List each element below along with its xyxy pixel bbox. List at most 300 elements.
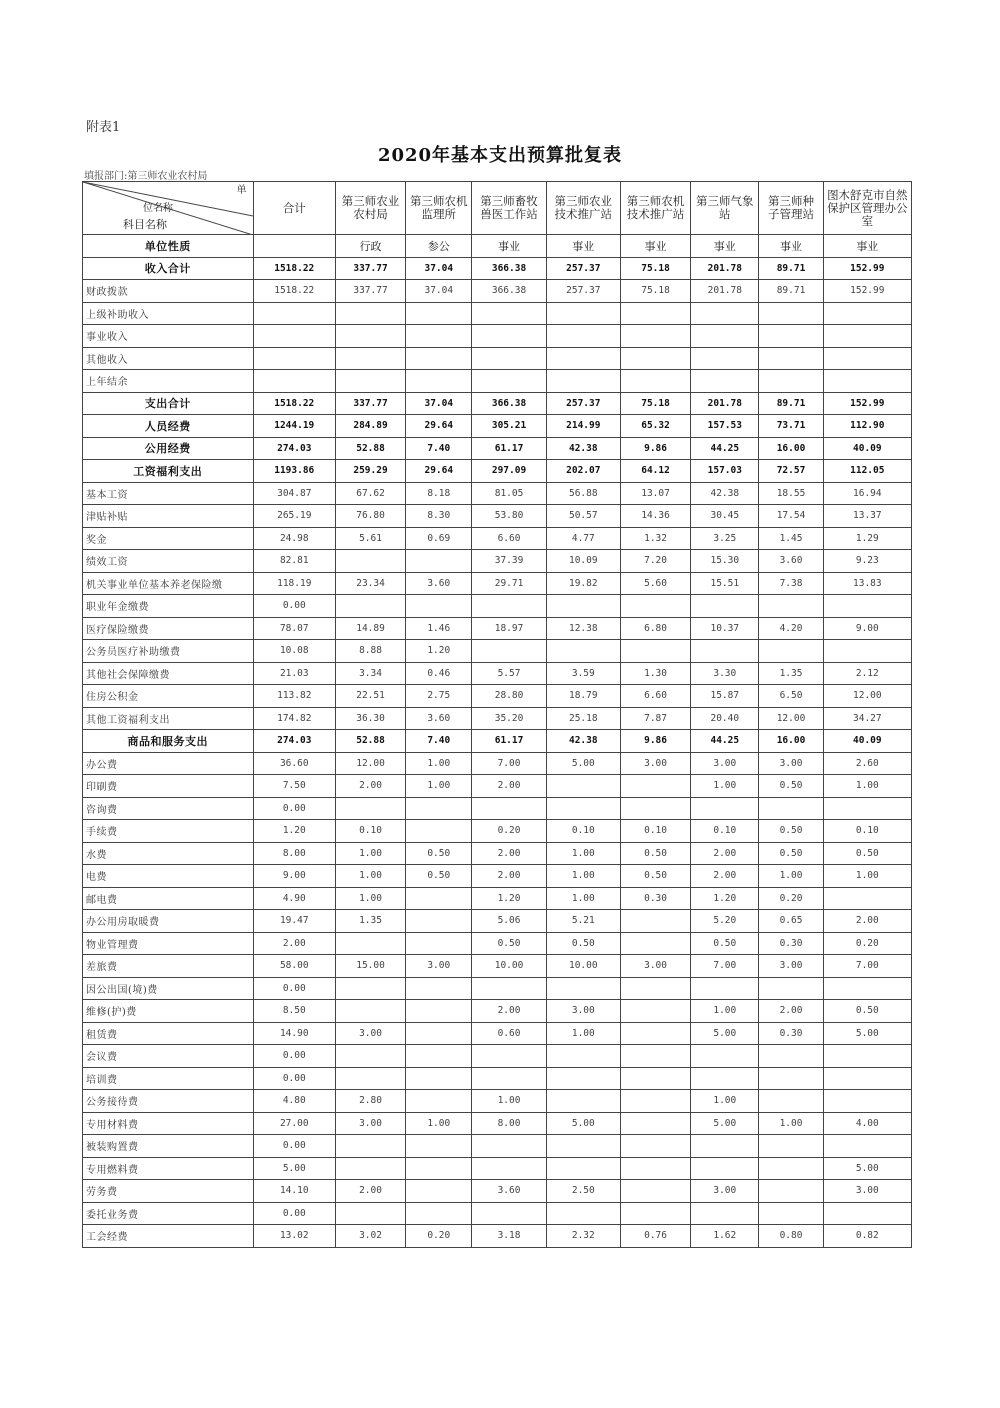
value-cell bbox=[335, 325, 405, 348]
table-row bbox=[83, 460, 912, 483]
value-cell bbox=[406, 1157, 472, 1180]
value-cell bbox=[691, 1135, 759, 1158]
column-header: 图木舒克市自然保护区管理办公室 bbox=[823, 182, 911, 235]
value-cell bbox=[335, 1135, 405, 1158]
value-cell bbox=[759, 797, 823, 820]
value-cell: 3.00 bbox=[691, 752, 759, 775]
value-cell: 75.18 bbox=[620, 257, 690, 280]
value-cell: 3.00 bbox=[620, 752, 690, 775]
value-cell bbox=[759, 1202, 823, 1225]
value-cell bbox=[472, 1045, 546, 1068]
row-label: 办公用房取暖费 bbox=[83, 910, 254, 933]
value-cell: 4.77 bbox=[546, 527, 620, 550]
value-cell: 2.00 bbox=[691, 865, 759, 888]
value-cell: 8.88 bbox=[335, 640, 405, 663]
value-cell: 65.32 bbox=[620, 415, 690, 438]
value-cell: 7.40 bbox=[406, 437, 472, 460]
table-row bbox=[83, 437, 912, 460]
corner-label-top: 单 bbox=[236, 185, 247, 196]
value-cell: 2.00 bbox=[335, 1180, 405, 1203]
value-cell: 201.78 bbox=[691, 392, 759, 415]
value-cell: 3.18 bbox=[472, 1225, 546, 1248]
value-cell bbox=[253, 370, 335, 393]
value-cell: 1.20 bbox=[472, 887, 546, 910]
corner-label-bottom: 科目名称 bbox=[123, 218, 167, 231]
value-cell: 1.00 bbox=[406, 1112, 472, 1135]
value-cell bbox=[406, 1202, 472, 1225]
value-cell bbox=[620, 1112, 690, 1135]
value-cell: 5.61 bbox=[335, 527, 405, 550]
row-label: 收入合计 bbox=[83, 257, 254, 280]
value-cell: 44.25 bbox=[691, 437, 759, 460]
table-row bbox=[83, 1067, 912, 1090]
value-cell: 0.82 bbox=[823, 1225, 911, 1248]
value-cell: 3.00 bbox=[335, 1112, 405, 1135]
value-cell: 72.57 bbox=[759, 460, 823, 483]
value-cell bbox=[472, 1135, 546, 1158]
value-cell: 5.06 bbox=[472, 910, 546, 933]
value-cell: 36.60 bbox=[253, 752, 335, 775]
value-cell: 44.25 bbox=[691, 730, 759, 753]
value-cell: 0.20 bbox=[823, 932, 911, 955]
value-cell bbox=[823, 370, 911, 393]
value-cell: 2.60 bbox=[823, 752, 911, 775]
value-cell bbox=[406, 325, 472, 348]
value-cell bbox=[335, 977, 405, 1000]
value-cell bbox=[823, 977, 911, 1000]
table-row bbox=[83, 640, 912, 663]
value-cell bbox=[472, 1202, 546, 1225]
value-cell bbox=[406, 820, 472, 843]
value-cell bbox=[472, 797, 546, 820]
value-cell: 157.03 bbox=[691, 460, 759, 483]
value-cell: 0.65 bbox=[759, 910, 823, 933]
value-cell: 0.50 bbox=[546, 932, 620, 955]
value-cell: 0.20 bbox=[406, 1225, 472, 1248]
value-cell: 0.00 bbox=[253, 1135, 335, 1158]
value-cell: 12.38 bbox=[546, 617, 620, 640]
value-cell bbox=[406, 550, 472, 573]
row-label: 电费 bbox=[83, 865, 254, 888]
value-cell: 2.00 bbox=[472, 842, 546, 865]
value-cell: 152.99 bbox=[823, 280, 911, 303]
value-cell: 8.30 bbox=[406, 505, 472, 528]
value-cell: 25.18 bbox=[546, 707, 620, 730]
value-cell: 0.50 bbox=[620, 865, 690, 888]
value-cell: 0.50 bbox=[759, 775, 823, 798]
table-row bbox=[83, 955, 912, 978]
value-cell: 1.00 bbox=[335, 842, 405, 865]
value-cell bbox=[406, 910, 472, 933]
value-cell: 7.00 bbox=[823, 955, 911, 978]
value-cell bbox=[691, 1067, 759, 1090]
value-cell: 12.00 bbox=[335, 752, 405, 775]
value-cell: 37.04 bbox=[406, 280, 472, 303]
value-cell: 1518.22 bbox=[253, 280, 335, 303]
value-cell: 257.37 bbox=[546, 257, 620, 280]
value-cell: 20.40 bbox=[691, 707, 759, 730]
value-cell: 1.00 bbox=[823, 775, 911, 798]
table-row bbox=[83, 1180, 912, 1203]
value-cell: 0.50 bbox=[406, 842, 472, 865]
value-cell: 0.20 bbox=[759, 887, 823, 910]
value-cell: 305.21 bbox=[472, 415, 546, 438]
value-cell: 8.00 bbox=[253, 842, 335, 865]
value-cell: 15.00 bbox=[335, 955, 405, 978]
row-label: 上年结余 bbox=[83, 370, 254, 393]
table-body bbox=[83, 235, 912, 1248]
value-cell bbox=[759, 347, 823, 370]
value-cell bbox=[546, 775, 620, 798]
row-label: 工资福利支出 bbox=[83, 460, 254, 483]
value-cell: 366.38 bbox=[472, 280, 546, 303]
value-cell bbox=[823, 1090, 911, 1113]
value-cell bbox=[759, 302, 823, 325]
value-cell bbox=[823, 347, 911, 370]
table-row bbox=[83, 572, 912, 595]
value-cell: 22.51 bbox=[335, 685, 405, 708]
row-label: 其他社会保障缴费 bbox=[83, 662, 254, 685]
value-cell: 29.64 bbox=[406, 415, 472, 438]
value-cell: 5.20 bbox=[691, 910, 759, 933]
value-cell: 337.77 bbox=[335, 392, 405, 415]
value-cell bbox=[620, 370, 690, 393]
table-row bbox=[83, 685, 912, 708]
value-cell: 9.86 bbox=[620, 730, 690, 753]
value-cell bbox=[620, 775, 690, 798]
value-cell bbox=[335, 302, 405, 325]
value-cell bbox=[472, 325, 546, 348]
row-label: 机关事业单位基本养老保险缴 bbox=[83, 572, 254, 595]
value-cell bbox=[691, 325, 759, 348]
table-row bbox=[83, 1090, 912, 1113]
value-cell bbox=[472, 1157, 546, 1180]
value-cell: 13.37 bbox=[823, 505, 911, 528]
value-cell: 337.77 bbox=[335, 257, 405, 280]
appendix-label: 附表1 bbox=[86, 120, 121, 135]
value-cell: 42.38 bbox=[546, 437, 620, 460]
value-cell bbox=[253, 325, 335, 348]
row-label: 津贴补贴 bbox=[83, 505, 254, 528]
value-cell: 7.20 bbox=[620, 550, 690, 573]
value-cell bbox=[823, 1135, 911, 1158]
row-label: 委托业务费 bbox=[83, 1202, 254, 1225]
value-cell: 12.00 bbox=[823, 685, 911, 708]
table-row bbox=[83, 482, 912, 505]
value-cell bbox=[335, 347, 405, 370]
row-label: 绩效工资 bbox=[83, 550, 254, 573]
value-cell: 0.30 bbox=[759, 1022, 823, 1045]
value-cell: 157.53 bbox=[691, 415, 759, 438]
value-cell bbox=[759, 1135, 823, 1158]
value-cell: 0.50 bbox=[620, 842, 690, 865]
value-cell: 3.60 bbox=[472, 1180, 546, 1203]
value-cell: 1.00 bbox=[472, 1090, 546, 1113]
value-cell: 9.86 bbox=[620, 437, 690, 460]
value-cell: 1.00 bbox=[759, 1112, 823, 1135]
row-label: 财政拨款 bbox=[83, 280, 254, 303]
value-cell: 13.83 bbox=[823, 572, 911, 595]
value-cell bbox=[823, 1067, 911, 1090]
nature-cell: 事业 bbox=[546, 235, 620, 258]
value-cell: 4.80 bbox=[253, 1090, 335, 1113]
value-cell: 27.00 bbox=[253, 1112, 335, 1135]
value-cell bbox=[546, 1045, 620, 1068]
value-cell bbox=[335, 1000, 405, 1023]
value-cell bbox=[620, 1202, 690, 1225]
value-cell bbox=[472, 595, 546, 618]
value-cell: 0.30 bbox=[759, 932, 823, 955]
value-cell: 0.10 bbox=[620, 820, 690, 843]
table-row bbox=[83, 1225, 912, 1248]
value-cell: 174.82 bbox=[253, 707, 335, 730]
row-label: 印刷费 bbox=[83, 775, 254, 798]
value-cell: 6.60 bbox=[472, 527, 546, 550]
table-row bbox=[83, 865, 912, 888]
value-cell: 2.00 bbox=[472, 865, 546, 888]
value-cell: 67.62 bbox=[335, 482, 405, 505]
value-cell bbox=[335, 797, 405, 820]
value-cell: 259.29 bbox=[335, 460, 405, 483]
value-cell bbox=[546, 1157, 620, 1180]
value-cell: 112.90 bbox=[823, 415, 911, 438]
value-cell bbox=[546, 325, 620, 348]
value-cell: 3.60 bbox=[759, 550, 823, 573]
value-cell: 0.50 bbox=[759, 842, 823, 865]
table-row bbox=[83, 370, 912, 393]
row-label: 公务接待费 bbox=[83, 1090, 254, 1113]
value-cell: 2.32 bbox=[546, 1225, 620, 1248]
value-cell: 82.81 bbox=[253, 550, 335, 573]
value-cell bbox=[620, 797, 690, 820]
value-cell bbox=[546, 1090, 620, 1113]
value-cell bbox=[546, 797, 620, 820]
nature-cell bbox=[253, 235, 335, 258]
value-cell bbox=[759, 1067, 823, 1090]
row-label: 基本工资 bbox=[83, 482, 254, 505]
value-cell: 8.18 bbox=[406, 482, 472, 505]
value-cell: 1.00 bbox=[546, 1022, 620, 1045]
value-cell bbox=[406, 595, 472, 618]
value-cell: 50.57 bbox=[546, 505, 620, 528]
table-row bbox=[83, 977, 912, 1000]
value-cell bbox=[691, 640, 759, 663]
value-cell: 0.10 bbox=[546, 820, 620, 843]
value-cell: 1.35 bbox=[759, 662, 823, 685]
value-cell: 15.87 bbox=[691, 685, 759, 708]
table-row bbox=[83, 347, 912, 370]
value-cell bbox=[759, 1090, 823, 1113]
value-cell bbox=[823, 640, 911, 663]
value-cell bbox=[335, 550, 405, 573]
value-cell: 4.20 bbox=[759, 617, 823, 640]
value-cell bbox=[472, 347, 546, 370]
value-cell: 3.00 bbox=[759, 955, 823, 978]
value-cell: 10.00 bbox=[472, 955, 546, 978]
value-cell: 30.45 bbox=[691, 505, 759, 528]
row-label: 维修(护)费 bbox=[83, 1000, 254, 1023]
value-cell bbox=[406, 1000, 472, 1023]
row-label: 职业年金缴费 bbox=[83, 595, 254, 618]
value-cell: 0.46 bbox=[406, 662, 472, 685]
value-cell: 0.80 bbox=[759, 1225, 823, 1248]
value-cell bbox=[620, 932, 690, 955]
value-cell: 2.00 bbox=[759, 1000, 823, 1023]
value-cell: 5.57 bbox=[472, 662, 546, 685]
value-cell bbox=[335, 370, 405, 393]
value-cell: 1.20 bbox=[406, 640, 472, 663]
value-cell bbox=[823, 595, 911, 618]
value-cell: 24.98 bbox=[253, 527, 335, 550]
value-cell bbox=[546, 370, 620, 393]
row-label: 上级补助收入 bbox=[83, 302, 254, 325]
value-cell: 152.99 bbox=[823, 257, 911, 280]
table-row bbox=[83, 505, 912, 528]
value-cell bbox=[546, 302, 620, 325]
value-cell: 3.00 bbox=[335, 1022, 405, 1045]
row-label: 医疗保险缴费 bbox=[83, 617, 254, 640]
value-cell: 1.00 bbox=[691, 1000, 759, 1023]
value-cell: 19.82 bbox=[546, 572, 620, 595]
column-header: 合计 bbox=[253, 182, 335, 235]
value-cell bbox=[546, 595, 620, 618]
value-cell: 366.38 bbox=[472, 257, 546, 280]
nature-cell: 事业 bbox=[620, 235, 690, 258]
row-label: 支出合计 bbox=[83, 392, 254, 415]
value-cell: 56.88 bbox=[546, 482, 620, 505]
row-label: 水费 bbox=[83, 842, 254, 865]
value-cell: 2.00 bbox=[335, 775, 405, 798]
value-cell: 4.00 bbox=[823, 1112, 911, 1135]
value-cell bbox=[823, 1202, 911, 1225]
value-cell bbox=[335, 1067, 405, 1090]
value-cell: 2.00 bbox=[472, 775, 546, 798]
value-cell bbox=[620, 977, 690, 1000]
value-cell: 2.00 bbox=[253, 932, 335, 955]
value-cell bbox=[620, 1022, 690, 1045]
table-row bbox=[83, 1045, 912, 1068]
value-cell: 201.78 bbox=[691, 257, 759, 280]
value-cell bbox=[406, 370, 472, 393]
value-cell bbox=[691, 797, 759, 820]
page-title: 2020年基本支出预算批复表 bbox=[377, 145, 623, 166]
value-cell: 202.07 bbox=[546, 460, 620, 483]
row-label: 专用燃料费 bbox=[83, 1157, 254, 1180]
value-cell: 0.10 bbox=[691, 820, 759, 843]
value-cell bbox=[823, 302, 911, 325]
value-cell: 3.60 bbox=[406, 572, 472, 595]
row-label: 专用材料费 bbox=[83, 1112, 254, 1135]
value-cell: 274.03 bbox=[253, 437, 335, 460]
column-header: 第三师农机监理所 bbox=[406, 182, 472, 235]
value-cell: 18.55 bbox=[759, 482, 823, 505]
value-cell: 5.00 bbox=[546, 752, 620, 775]
table-row bbox=[83, 887, 912, 910]
value-cell: 152.99 bbox=[823, 392, 911, 415]
value-cell: 1.20 bbox=[253, 820, 335, 843]
value-cell bbox=[620, 1157, 690, 1180]
value-cell: 14.36 bbox=[620, 505, 690, 528]
value-cell: 40.09 bbox=[823, 437, 911, 460]
value-cell: 0.00 bbox=[253, 1202, 335, 1225]
unit-nature-row bbox=[83, 235, 912, 258]
value-cell: 0.76 bbox=[620, 1225, 690, 1248]
value-cell: 21.03 bbox=[253, 662, 335, 685]
row-label: 奖金 bbox=[83, 527, 254, 550]
table-row bbox=[83, 730, 912, 753]
value-cell: 12.00 bbox=[759, 707, 823, 730]
value-cell: 265.19 bbox=[253, 505, 335, 528]
row-label: 事业收入 bbox=[83, 325, 254, 348]
value-cell: 2.80 bbox=[335, 1090, 405, 1113]
table-row bbox=[83, 280, 912, 303]
value-cell: 3.00 bbox=[406, 955, 472, 978]
value-cell: 6.80 bbox=[620, 617, 690, 640]
value-cell: 16.00 bbox=[759, 437, 823, 460]
value-cell: 2.75 bbox=[406, 685, 472, 708]
value-cell bbox=[691, 347, 759, 370]
value-cell bbox=[759, 325, 823, 348]
value-cell bbox=[472, 302, 546, 325]
value-cell bbox=[406, 1022, 472, 1045]
value-cell: 89.71 bbox=[759, 257, 823, 280]
value-cell: 4.90 bbox=[253, 887, 335, 910]
value-cell: 1518.22 bbox=[253, 257, 335, 280]
value-cell bbox=[691, 1157, 759, 1180]
value-cell: 0.00 bbox=[253, 595, 335, 618]
value-cell: 0.69 bbox=[406, 527, 472, 550]
value-cell: 7.40 bbox=[406, 730, 472, 753]
row-label: 公用经费 bbox=[83, 437, 254, 460]
value-cell: 0.50 bbox=[823, 1000, 911, 1023]
value-cell: 23.34 bbox=[335, 572, 405, 595]
table-row bbox=[83, 910, 912, 933]
row-label: 办公费 bbox=[83, 752, 254, 775]
value-cell: 5.00 bbox=[546, 1112, 620, 1135]
value-cell: 13.02 bbox=[253, 1225, 335, 1248]
row-label: 单位性质 bbox=[83, 235, 254, 258]
nature-cell: 事业 bbox=[823, 235, 911, 258]
table-row bbox=[83, 415, 912, 438]
value-cell bbox=[691, 1045, 759, 1068]
value-cell bbox=[620, 1045, 690, 1068]
value-cell: 2.00 bbox=[823, 910, 911, 933]
table-row bbox=[83, 932, 912, 955]
value-cell: 0.50 bbox=[759, 820, 823, 843]
value-cell: 58.00 bbox=[253, 955, 335, 978]
value-cell: 15.51 bbox=[691, 572, 759, 595]
value-cell: 18.79 bbox=[546, 685, 620, 708]
value-cell: 3.00 bbox=[620, 955, 690, 978]
value-cell bbox=[691, 595, 759, 618]
value-cell bbox=[620, 1000, 690, 1023]
value-cell bbox=[406, 932, 472, 955]
value-cell bbox=[759, 1157, 823, 1180]
value-cell: 112.05 bbox=[823, 460, 911, 483]
row-label: 物业管理费 bbox=[83, 932, 254, 955]
value-cell: 1.00 bbox=[759, 865, 823, 888]
value-cell: 1.00 bbox=[335, 887, 405, 910]
value-cell: 28.80 bbox=[472, 685, 546, 708]
table-row bbox=[83, 1157, 912, 1180]
value-cell: 366.38 bbox=[472, 392, 546, 415]
value-cell: 3.00 bbox=[691, 1180, 759, 1203]
value-cell: 42.38 bbox=[546, 730, 620, 753]
table-row bbox=[83, 617, 912, 640]
value-cell bbox=[691, 1202, 759, 1225]
nature-cell: 事业 bbox=[691, 235, 759, 258]
value-cell: 2.00 bbox=[472, 1000, 546, 1023]
